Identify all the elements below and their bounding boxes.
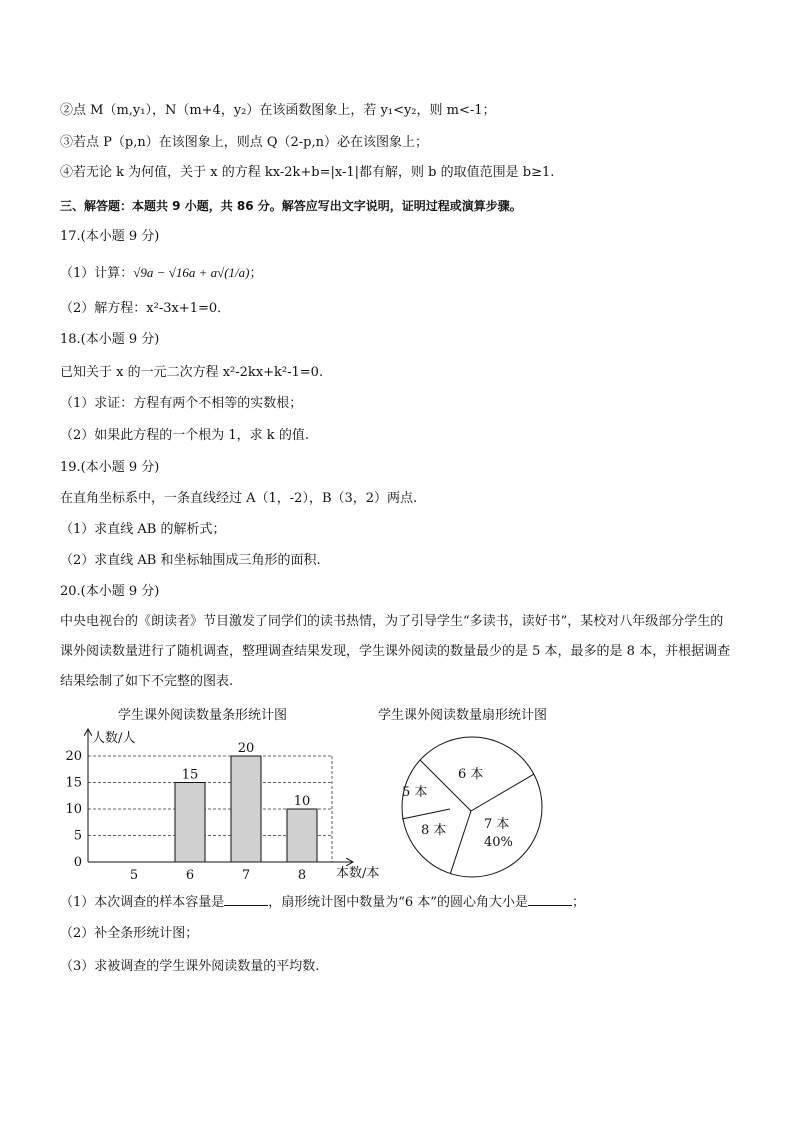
pie-chart: [390, 724, 560, 888]
y-tick-label: 10: [65, 802, 82, 817]
q20-intro: 中央电视台的《朗读者》节目激发了同学们的读书热情，为了引导学生“多读书，读好书”，某校对八年级部分学生的课外阅读数量进行了随机调查，整理调查结果发现，学生课外阅读的数量最少的是 5 本，最多的是 8 本，并根据调查结果绘制了如下不完整的图表.: [60, 614, 731, 689]
bar-value-label: 20: [237, 741, 255, 756]
q18-part1: （1）求证：方程有两个不相等的实数根；: [60, 396, 303, 411]
q17-part1: [60, 264, 263, 283]
q20-part2: （2）补全条形统计图；: [60, 926, 199, 941]
pie-label-7: 7 本: [484, 817, 510, 832]
q20-title: 20.(本小题 9 分): [60, 584, 160, 599]
x-tick-label: 5: [129, 868, 139, 883]
q18-title: 18.(本小题 9 分): [60, 332, 160, 347]
q20-part3: （3）求被调查的学生课外阅读数量的平均数.: [60, 959, 320, 974]
pie-outline: [402, 737, 542, 877]
q17-title: 17.(本小题 9 分): [60, 229, 160, 244]
q18-intro: 已知关于 x 的一元二次方程 x²-2kx+k²-1=0.: [60, 365, 324, 380]
bar-chart: [58, 724, 398, 884]
statement-4: ④若无论 k 为何值，关于 x 的方程 kx-2k+b=|x-1|都有解，则 b 的取值范围是 b≥1.: [60, 165, 555, 180]
x-tick-label: 7: [241, 868, 251, 883]
bar: [231, 756, 261, 862]
pie-label-5: 5 本: [402, 785, 428, 800]
answer-blank-2[interactable]: [528, 893, 572, 906]
bar-value-label: 10: [293, 794, 311, 809]
y-tick-label: 0: [73, 855, 82, 870]
y-tick-label: 5: [73, 828, 82, 844]
bar: [175, 783, 205, 863]
bar-bars: [175, 741, 317, 862]
q20-part1-c: ；: [571, 895, 585, 910]
x-axis-label: 本数/本: [336, 866, 380, 881]
q17-part1-end: ；: [249, 266, 263, 281]
q19-title: 19.(本小题 9 分): [60, 460, 160, 475]
pie-label-8: 8 本: [421, 823, 447, 838]
pie-chart-title: 学生课外阅读数量扇形统计图: [378, 708, 548, 723]
q19-part1: （1）求直线 AB 的解析式；: [60, 522, 226, 537]
q20-part1: [60, 893, 585, 912]
y-axis-label: 人数/人: [92, 731, 136, 746]
q20-part1-a: （1）本次调查的样本容量是: [60, 895, 225, 910]
q19-intro: 在直角坐标系中，一条直线经过 A（1，-2），B（3，2）两点.: [60, 491, 418, 506]
bar-value-label: 15: [181, 767, 199, 783]
bar: [287, 809, 317, 862]
y-tick-label: 20: [65, 749, 82, 764]
q17-part1-label: （1）计算：: [60, 266, 134, 281]
q19-part2: （2）求直线 AB 和坐标轴围成三角形的面积.: [60, 553, 321, 568]
y-tick-label: 15: [65, 775, 82, 791]
q18-part2: （2）如果此方程的一个根为 1，求 k 的值.: [60, 428, 309, 443]
x-tick-label: 8: [297, 868, 307, 883]
q17-part2: （2）解方程：x²-3x+1=0．: [60, 301, 231, 316]
statement-2: ②点 M（m,y₁），N（m+4，y₂）在该函数图象上，若 y₁<y₂，则 m<-1；: [60, 103, 496, 118]
q20-part1-b: ，扇形统计图中数量为“6 本”的圆心角大小是: [268, 895, 528, 910]
pie-label-6: 6 本: [458, 767, 484, 782]
answer-blank-1[interactable]: [224, 893, 268, 906]
section-heading: 三、解答题：本题共 9 小题，共 86 分。解答应写出文字说明，证明过程或演算步骤。: [60, 199, 522, 213]
x-tick-label: 6: [185, 868, 195, 883]
bar-chart-title: 学生课外阅读数量条形统计图: [118, 708, 288, 723]
statement-3: ③若点 P（p,n）在该图象上，则点 Q（2-p,n）必在该图象上；: [60, 135, 428, 150]
pie-value-7: 40%: [484, 835, 513, 850]
q17-formula: √9a − √16a + a√(1/a): [133, 265, 250, 280]
